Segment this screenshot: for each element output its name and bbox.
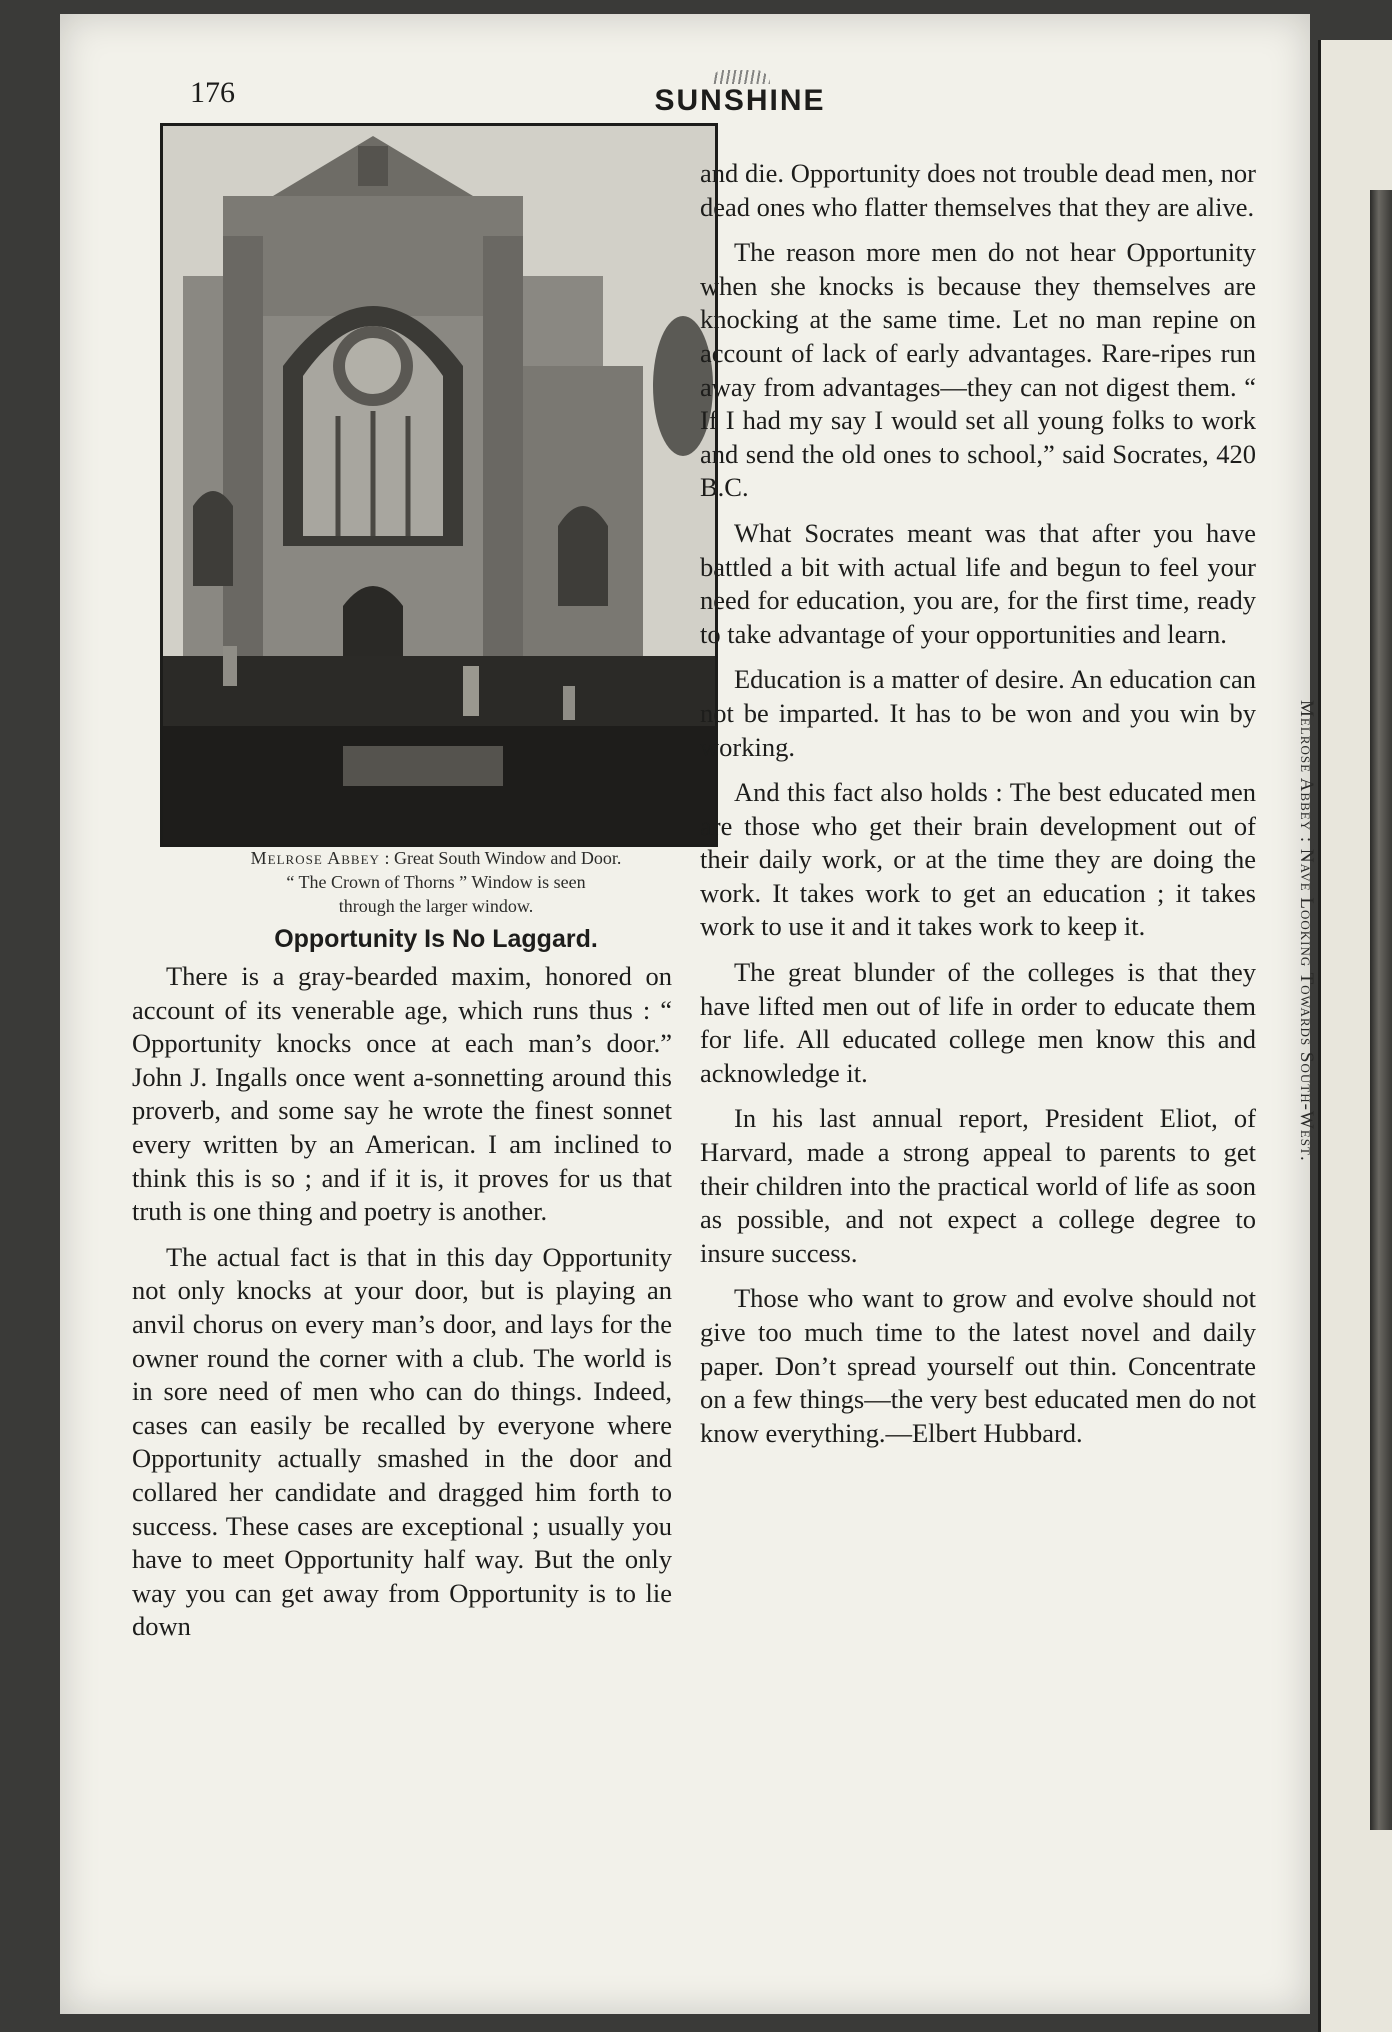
abbey-photo (160, 123, 718, 847)
left-column (132, 960, 672, 1656)
caption-text: : Great South Window and Door. (379, 848, 622, 868)
page-number: 176 (190, 76, 235, 109)
paragraph: The great blunder of the colleges is that they have lifted men out of life in order to educate them for life. All educated college men know this and acknowledge it. (700, 957, 1256, 1088)
facing-page-photo (1370, 190, 1392, 1830)
sun-rays-icon (710, 70, 770, 84)
paragraph: What Socrates meant was that after you have battled a bit with actual life and begun to feel your need for education, you are, for the first time, ready to take advantage of your opportunities and learn. (700, 517, 1256, 649)
caption-place: Melrose Abbey (250, 848, 380, 868)
caption-line-2: “ The Crown of Thorns ” Window is seen (286, 872, 586, 892)
paragraph: In his last annual report, President Eliot, of Harvard, made a strong appeal to parents to get their children into the practical world of life as soon as possible, and not expect a college degree to insure success. (700, 1103, 1256, 1268)
right-column (700, 157, 1256, 1462)
paragraph: The actual fact is that in this day Opportunity not only knocks at your door, but is playing an anvil chorus on every man’s door, and lays for the owner round the corner with a club. The world is in sore need of men who can do things. Indeed, cases can easily be recalled by everyone where Opportunity actually smashed in the door and collared her candidate and dragged him forth to success. These cases are exceptional ; usually you have to meet Opportunity half way. But the only way you can get away from Opportunity is to lie down (132, 1241, 672, 1642)
caption-line-3: through the larger window. (338, 896, 534, 916)
figure-caption (160, 846, 712, 918)
paragraph: The reason more men do not hear Opportunity when she knocks is because they themselves are knocking at the same time. Let no man repine on account of lack of early advantages. Rare-ripes run away from advantages—they can not digest them. “ If I had my say I would set all young folks to work and send the old ones to school,” said Socrates, 420 B.C. (700, 237, 1256, 503)
paragraph-continuation: and die. Opportunity does not trouble dead men, nor dead ones who flatter themselves that they are alive. (700, 158, 1256, 222)
article-title: Opportunity Is No Laggard. (274, 925, 598, 953)
masthead (640, 84, 840, 118)
masthead-title: SUNSHINE (654, 84, 826, 117)
paragraph: And this fact also holds : The best educated men are those who get their brain development out of their daily work, or at the time they are doing the work. It takes work to get an education ; it takes work to use it and it takes work to keep it. (700, 777, 1256, 942)
paragraph: Education is a matter of desire. An education can not be imparted. It has to be won and you win by working. (700, 664, 1256, 762)
abbey-illustration (163, 126, 715, 844)
paragraph: Those who want to grow and evolve should not give too much time to the latest novel and daily paper. Don’t spread yourself out thin. Concentrate on a few things—the very best educated men do not know everything.—Elbert Hubbard. (700, 1283, 1256, 1448)
facing-page-caption: Melrose Abbey : Nave Looking Towards South-West. (1296, 700, 1317, 1162)
paragraph: There is a gray-bearded maxim, honored on account of its venerable age, which runs thus : “ Opportunity knocks once at each man’s door.” John J. Ingalls once went a-sonnetting around this proverb, and some say he wrote the finest sonnet every written by an American. I am inclined to think this is so ; and if it is, it proves for us that truth is one thing and poetry is another. (132, 961, 672, 1227)
